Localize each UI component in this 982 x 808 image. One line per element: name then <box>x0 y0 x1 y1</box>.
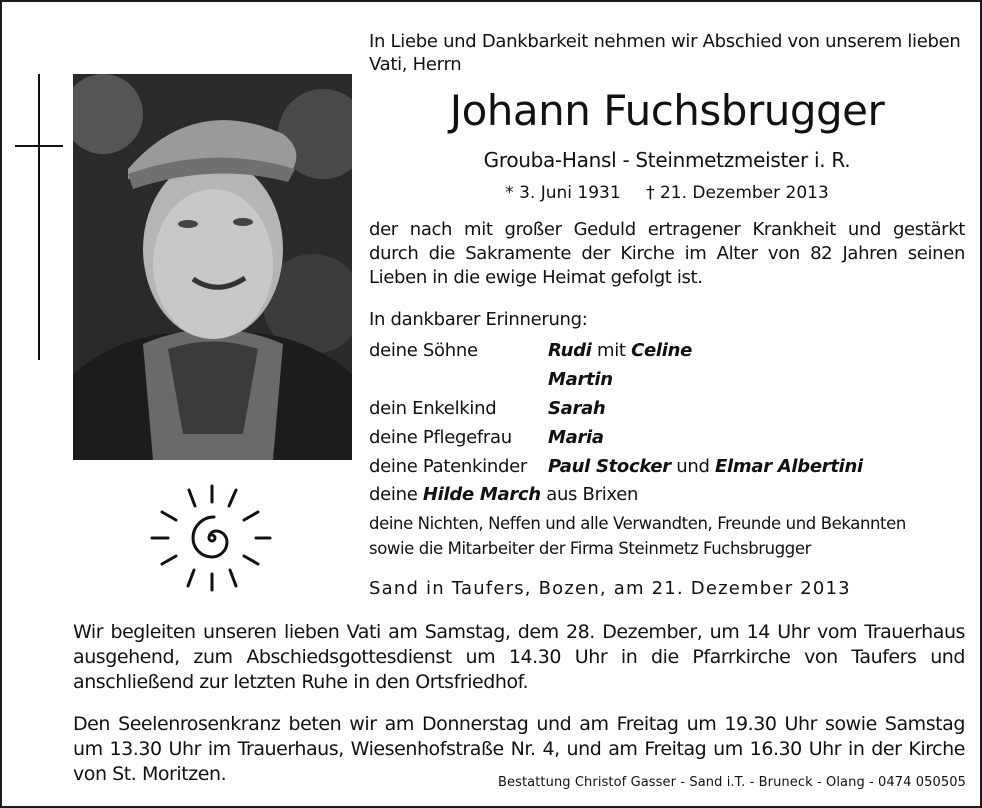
mourner-name: Maria <box>548 427 604 448</box>
mourner-name: Martin <box>548 369 613 390</box>
relatives-line: deine Nichten, Neffen und alle Verwandten, Freunde und Bekannten <box>369 514 906 533</box>
funeral-service-text: Wir begleiten unseren lieben Vati am Samstag, dem 28. Dezember, um 14 Uhr vom Trauerhaus ausgehend, zum Abschiedsgottesdienst um 14.30 Uhr in die Pfarrkirche von Taufers und anschließend zur letzten Ruhe in den Ortsfriedhof. <box>73 621 965 693</box>
mourner-name: Rudi <box>548 340 592 361</box>
relation-label: deine Pflegefrau <box>369 427 512 448</box>
relation-names <box>548 452 863 481</box>
birth-date: * 3. Juni 1931 <box>505 183 621 203</box>
mourner-row <box>369 336 969 365</box>
relation-names <box>548 365 613 394</box>
life-dates <box>369 182 965 204</box>
staff-line: sowie die Mitarbeiter der Firma Steinmetz Fuchsbrugger <box>369 539 812 558</box>
death-announcement-text: der nach mit großer Geduld ertragener Krankheit und gestärkt durch die Sakramente der Kirche im Alter von 82 Jahren seinen Lieben in die ewige Heimat gefolgt ist. <box>369 219 965 288</box>
name-connector: und <box>670 456 716 477</box>
other-mourners <box>369 511 969 561</box>
mourner-row-hilde <box>369 480 638 509</box>
mourner-name: Hilde March <box>422 484 541 505</box>
rosary-text: Den Seelenrosenkranz beten wir am Donnerstag und am Freitag um 19.30 Uhr sowie Samstag um 13.30 Uhr im Trauerhaus, Wiesenhofstraße Nr. 4, und am Freitag um 16.30 Uhr in der Kirche von St. Moritzen. <box>73 713 965 785</box>
memory-heading: In dankbarer Erinnerung: <box>369 309 588 330</box>
cross-icon <box>38 74 40 360</box>
spiral-sun-icon <box>148 482 272 594</box>
nickname-profession: Grouba-Hansl - Steinmetzmeister i. R. <box>483 148 851 172</box>
relation-names <box>548 336 692 365</box>
mourner-row <box>369 394 969 423</box>
relation-label: deine Söhne <box>369 340 478 361</box>
intro-text: In Liebe und Dankbarkeit nehmen wir Abschied von unserem lieben Vati, Herrn <box>369 31 961 75</box>
relation-label: deine Patenkinder <box>369 456 527 477</box>
name-connector: mit <box>591 340 632 361</box>
portrait-photo <box>73 74 352 460</box>
hilde-suffix: aus Brixen <box>540 484 639 505</box>
deceased-name: Johann Fuchsbrugger <box>449 86 885 135</box>
undertaker-line: Bestattung Christof Gasser - Sand i.T. - Bruneck - Olang - 0474 050505 <box>492 774 966 792</box>
mourner-name: Sarah <box>548 398 606 419</box>
relation-names <box>548 394 605 423</box>
mourner-row <box>369 365 969 394</box>
mourner-row <box>369 423 969 452</box>
mourners-list <box>369 336 969 481</box>
cross-icon-bar <box>15 145 63 147</box>
hilde-prefix: deine <box>369 484 423 505</box>
death-date: † 21. Dezember 2013 <box>646 183 829 203</box>
mourner-name: Paul Stocker <box>548 456 671 477</box>
mourner-row <box>369 452 969 481</box>
relation-names <box>548 423 604 452</box>
mourner-name: Celine <box>631 340 693 361</box>
relation-label: dein Enkelkind <box>369 398 497 419</box>
place-and-date: Sand in Taufers, Bozen, am 21. Dezember 2013 <box>369 578 851 599</box>
mourner-name: Elmar Albertini <box>715 456 863 477</box>
